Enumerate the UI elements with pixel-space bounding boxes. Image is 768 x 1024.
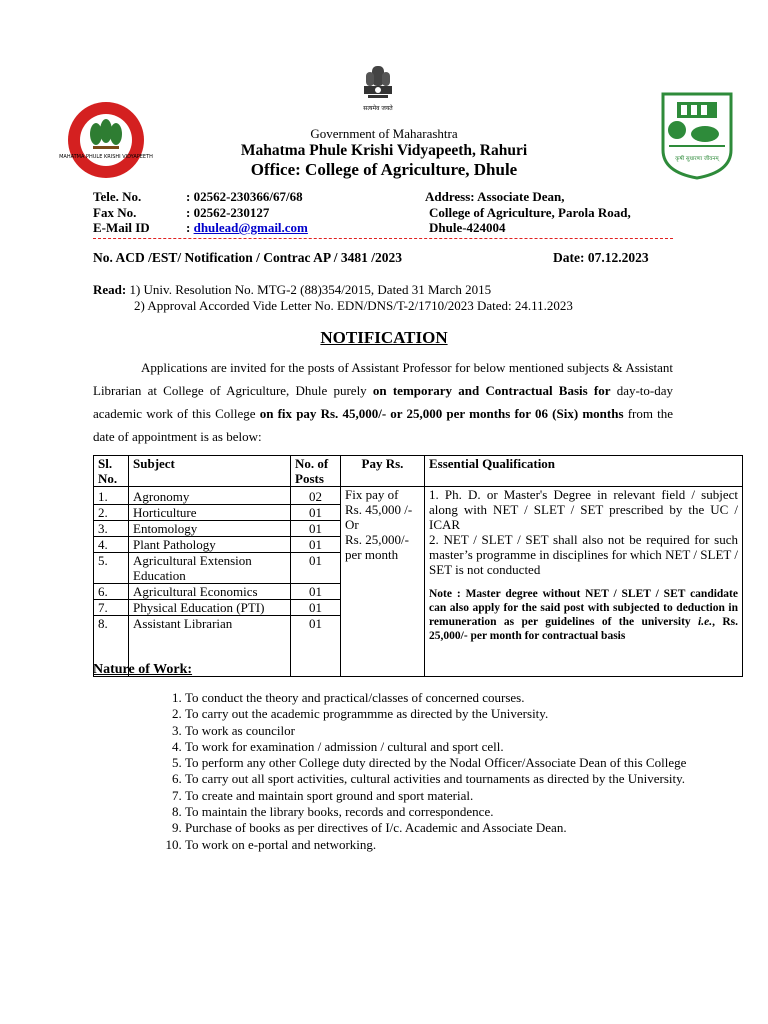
list-item: 4. To work for examination / admission / cultural and sport cell.	[185, 739, 725, 755]
row-sl: 7.	[94, 600, 129, 616]
list-item: 5. To perform any other College duty directed by the Nodal Officer/Associate Dean of this College	[185, 755, 725, 771]
office-name: Office: College of Agriculture, Dhule	[250, 160, 518, 179]
reference-number: No. ACD /EST/ Notification / Contrac AP / 3481 /2023	[93, 250, 403, 265]
notification-date: Date: 07.12.2023	[553, 250, 649, 265]
emblem-caption: सत्यमेव जयते	[363, 105, 393, 112]
row-posts: 01	[291, 616, 341, 677]
tele-value: : 02562-230366/67/68	[186, 189, 303, 204]
email-colon: :	[186, 220, 191, 235]
row-posts: 01	[291, 505, 341, 521]
list-item: 1. To conduct the theory and practical/classes of concerned courses.	[185, 690, 725, 706]
list-item: 6. To carry out all sport activities, cultural activities and tournaments as directed by the University.	[185, 771, 725, 787]
notification-title: NOTIFICATION	[320, 328, 448, 347]
address-line-1: Address: Associate Dean,	[425, 189, 565, 204]
qualification-2: 2. NET / SLET / SET shall also not be required for such master’s programme in disciplines for which NET / SLET / SET is not conducted	[429, 532, 738, 577]
pay-line-5: per month	[345, 547, 399, 562]
header-posts: No. of Posts	[291, 456, 341, 487]
pay-line-4: Rs. 25,000/-	[345, 532, 409, 547]
para-text-c: day-to-day academic work of this College	[93, 383, 674, 421]
read-item-1-text: 1) Univ. Resolution No. MTG-2 (88)354/2015, Dated 31 March 2015	[129, 282, 492, 297]
table-header-row	[94, 456, 743, 487]
university-name: Mahatma Phule Krishi Vidyapeeth, Rahuri	[240, 142, 528, 159]
list-item: 10. To work on e-portal and networking.	[185, 837, 725, 853]
government-label: Government of Maharashtra	[310, 126, 458, 141]
row-posts: 01	[291, 521, 341, 537]
note-text-b: , Rs. 25,000/- per month for contractual basis	[429, 616, 738, 642]
qualification-note	[429, 587, 738, 643]
row-posts: 01	[291, 537, 341, 553]
para-text-a: Applications are invited for the posts of Assistant Professor for below mentioned subjects & Assistant Librarian at College of Agriculture, Dhule purely	[93, 360, 673, 398]
read-item-1	[93, 282, 491, 298]
para-text-b: on temporary and Contractual Basis for	[372, 383, 611, 398]
row-posts: 01	[291, 584, 341, 600]
list-item: 3. To work as councilor	[185, 723, 725, 739]
fax-label: Fax No.	[93, 205, 137, 220]
list-item: 9. Purchase of books as per directives of I/c. Academic and Associate Dean.	[185, 820, 725, 836]
tele-label: Tele. No.	[93, 189, 142, 204]
read-item-2: 2) Approval Accorded Vide Letter No. EDN/DNS/T-2/1710/2023 Dated: 24.11.2023	[134, 298, 573, 313]
list-item: 2. To carry out the academic programmme as directed by the University.	[185, 706, 725, 722]
fax-value: : 02562-230127	[186, 205, 270, 220]
row-sl: 1.	[94, 487, 129, 505]
email-label: E-Mail ID	[93, 220, 150, 235]
row-subject: Agricultural Extension Education	[129, 553, 291, 584]
qualification-1: 1. Ph. D. or Master's Degree in relevant field / subject along with NET / SLET / SET prescribed by the UC / ICAR	[429, 487, 738, 532]
pay-cell	[341, 487, 425, 677]
qualification-cell	[425, 487, 743, 677]
list-item: 7. To create and maintain sport ground and sport material.	[185, 788, 725, 804]
row-sl: 6.	[94, 584, 129, 600]
row-sl: 3.	[94, 521, 129, 537]
row-posts: 01	[291, 553, 341, 584]
para-text-d: on fix pay Rs. 45,000/- or 25,000 per months for 06 (Six) months	[259, 406, 624, 421]
header-pay: Pay Rs.	[341, 456, 425, 487]
row-subject: Horticulture	[129, 505, 291, 521]
header-divider	[93, 238, 673, 239]
right-logo-caption: कृषी सुधारणा जीवनम्	[675, 156, 719, 162]
nature-of-work-title: Nature of Work:	[93, 662, 193, 677]
row-subject: Agricultural Economics	[129, 584, 291, 600]
row-sl: 2.	[94, 505, 129, 521]
row-posts: 01	[291, 600, 341, 616]
row-sl: 8.	[94, 616, 129, 677]
posts-table	[93, 455, 743, 677]
pay-line-3: Or	[345, 517, 359, 532]
row-subject: Entomology	[129, 521, 291, 537]
row-sl: 4.	[94, 537, 129, 553]
list-item: 8. To maintain the library books, records and correspondence.	[185, 804, 725, 820]
para-text-e: from the date of appointment is as below:	[93, 406, 674, 444]
note-ie: i.e.	[698, 616, 713, 628]
header-sl: Sl. No.	[94, 456, 129, 487]
table-row	[94, 487, 743, 505]
row-subject: Plant Pathology	[129, 537, 291, 553]
address-line-2: College of Agriculture, Parola Road,	[429, 205, 631, 220]
pay-line-2: Rs. 45,000 /-	[345, 502, 413, 517]
row-subject: Physical Education (PTI)	[129, 600, 291, 616]
row-posts: 02	[291, 487, 341, 505]
left-logo-caption: MAHATMA PHULE KRISHI VIDYAPEETH	[59, 154, 153, 160]
nature-of-work-list	[145, 690, 725, 853]
read-label: Read:	[93, 282, 127, 297]
email-row	[186, 220, 308, 236]
note-text-a: Note : Master degree without NET / SLET / SET candidate can also apply for the said post with subjected to deduction in remuneration as per guidelines of the university	[429, 588, 738, 628]
address-line-3: Dhule-424004	[429, 220, 506, 235]
row-subject: Assistant Librarian	[129, 616, 291, 677]
header-subject: Subject	[129, 456, 291, 487]
pay-line-1: Fix pay of	[345, 487, 399, 502]
email-link[interactable]: dhulead@gmail.com	[193, 220, 308, 235]
header-qualification: Essential Qualification	[425, 456, 743, 487]
national-emblem	[358, 62, 398, 120]
row-subject: Agronomy	[129, 487, 291, 505]
notification-paragraph	[93, 356, 673, 448]
row-sl: 5.	[94, 553, 129, 584]
